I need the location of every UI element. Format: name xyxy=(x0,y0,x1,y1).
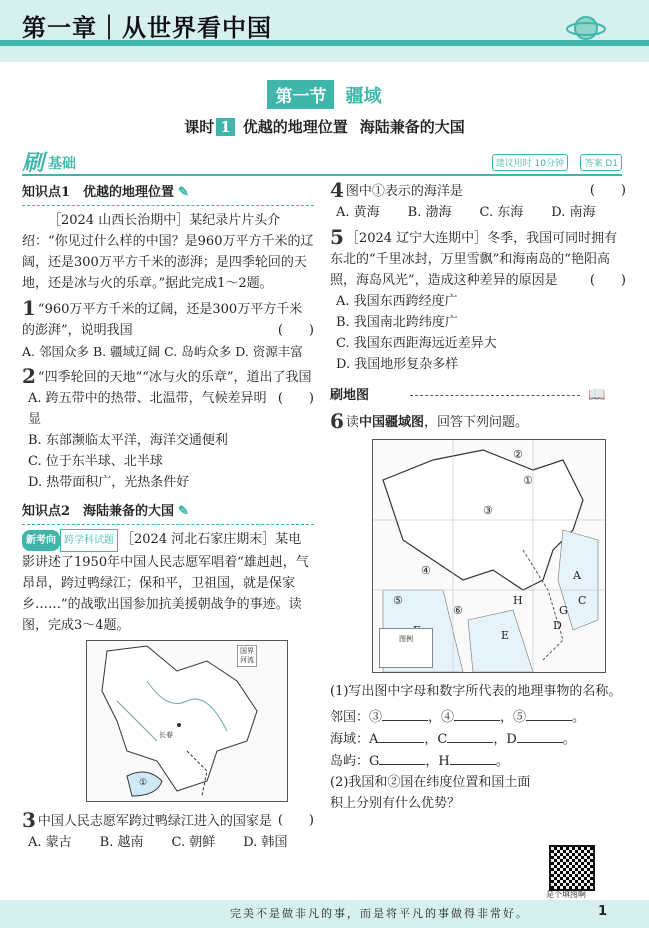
check-pen-icon: ✎ xyxy=(178,504,189,519)
option[interactable]: A. 邻国众多 xyxy=(22,344,89,359)
option[interactable]: C. 岛屿众多 xyxy=(164,344,232,359)
map-mark-1: ① xyxy=(523,474,533,487)
option[interactable]: A. 跨五带中的热带、北温带，气候差异明显 xyxy=(28,391,267,427)
map-legend xyxy=(379,628,433,668)
cross-subject-tag: 跨学科试题 xyxy=(60,529,118,552)
lesson-title: 优越的地理位置 xyxy=(242,118,348,136)
blank-label: 海域：A xyxy=(330,732,379,747)
map-mark-6: ⑥ xyxy=(453,604,463,617)
option[interactable]: D. 热带面积广，光热条件好 xyxy=(28,475,190,490)
answer-blank[interactable] xyxy=(378,728,424,743)
question-2 xyxy=(22,364,314,406)
question-number: 1 xyxy=(22,296,36,320)
legend-title: 图例 xyxy=(399,635,413,643)
blank-label: ，D xyxy=(493,732,517,747)
map-mark-h: H xyxy=(513,594,523,607)
map-mark-5: ⑤ xyxy=(393,594,403,607)
blank-label: 。 xyxy=(562,732,576,747)
question-1 xyxy=(22,298,314,341)
question-stem: ［2024 辽宁大连期中］冬季，我国可同时拥有东北的“千里冰封，万里雪飘”和海南岛的“艳阳高照，海岛风光”，造成这种差异的原因是 xyxy=(330,231,618,288)
map-mark-2: ② xyxy=(513,448,523,461)
check-pen-icon: ✎ xyxy=(178,185,189,200)
suggested-time: 建议用时 10分钟 xyxy=(492,154,568,171)
option[interactable]: C. 东海 xyxy=(479,205,524,220)
option[interactable]: A. 黄海 xyxy=(336,205,380,220)
draw-map-bar xyxy=(330,385,626,405)
book-icon: 📖 xyxy=(588,387,606,403)
blank-label: ，⑤ xyxy=(500,710,527,725)
answer-paren[interactable]: ( ) xyxy=(277,391,314,406)
answer-paren[interactable]: ( ) xyxy=(589,183,626,198)
map-mark-4: ④ xyxy=(421,564,431,577)
answer-blank[interactable] xyxy=(454,706,500,721)
kp1-title: 知识点1 优越的地理位置 xyxy=(22,185,175,200)
qr-label: 是个填图啊 xyxy=(546,890,586,899)
map-mark-d: D xyxy=(553,619,562,632)
question-6 xyxy=(330,411,626,433)
answer-blank[interactable] xyxy=(382,706,428,721)
kp2-intro-block xyxy=(22,529,314,636)
map-mark-1: ① xyxy=(139,778,148,788)
kp2-intro: ［2024 河北石家庄期末］某电影讲述了1950年中国人民志愿军唱着“雄赳赳，气昂昂，跨过鸭绿江；保和平，卫祖国，就是保家乡……”的战歌出国参加抗美援朝战争的事迹。读图，完成3～4题。 xyxy=(22,532,309,633)
blank-label: ，④ xyxy=(428,710,455,725)
blank-label: 。 xyxy=(495,754,509,769)
answer-paren[interactable]: ( ) xyxy=(589,273,626,288)
blank-label: 岛屿：G xyxy=(330,754,380,769)
option[interactable]: C. 我国东西距海远近差异大 xyxy=(336,336,497,351)
planet-icon xyxy=(566,8,606,48)
map-mark-g: G xyxy=(559,604,568,617)
china-territory-map xyxy=(372,439,606,673)
q4-options xyxy=(330,202,626,223)
section-heading xyxy=(0,80,649,109)
right-column xyxy=(330,180,626,814)
northeast-map xyxy=(86,640,288,802)
lesson-subtitle: 海陆兼备的大国 xyxy=(359,118,465,136)
option[interactable]: A. 蒙古 xyxy=(28,835,72,850)
q6-islands-row xyxy=(330,750,626,772)
answer-blank[interactable] xyxy=(450,750,496,765)
option[interactable]: B. 越南 xyxy=(99,835,144,850)
footer-motto: 完美不是做非凡的事，而是将平凡的事做得非常好。 xyxy=(230,907,529,920)
legend-river: 河流 xyxy=(240,656,254,664)
answer-blank[interactable] xyxy=(517,728,563,743)
answer-paren[interactable]: ( ) xyxy=(277,813,314,828)
question-5 xyxy=(330,227,626,291)
basics-bar xyxy=(22,146,622,176)
question-number: 6 xyxy=(330,409,344,433)
lesson-number: 1 xyxy=(216,118,234,136)
kp2-title: 知识点2 海陆兼备的大国 xyxy=(22,504,175,519)
legend-border: 国界 xyxy=(240,647,254,655)
question-number: 3 xyxy=(22,808,36,832)
option[interactable]: B. 渤海 xyxy=(407,205,452,220)
question-number: 4 xyxy=(330,178,344,202)
question-stem-a: 读 xyxy=(345,415,359,430)
blank-label: ，H xyxy=(425,754,450,769)
option[interactable]: B. 我国南北跨纬度广 xyxy=(336,315,458,330)
brush-icon: 刷 xyxy=(22,151,45,176)
map-mark-a: A xyxy=(573,569,581,582)
draw-map-label: 刷地图 xyxy=(330,388,370,403)
question-stem: “四季轮回的天地”“冰与火的乐章”，道出了我国 xyxy=(37,370,312,385)
qr-code[interactable] xyxy=(549,845,595,891)
basics-label: 基础 xyxy=(48,156,76,172)
answer-blank[interactable] xyxy=(379,750,425,765)
lesson-label: 课时 xyxy=(184,118,215,136)
question-4 xyxy=(330,180,626,202)
question-stem-c: ，回答下列问题。 xyxy=(423,415,528,430)
header-band xyxy=(0,0,649,62)
map-mark-c: C xyxy=(578,594,587,607)
question-stem-b: 中国疆域图 xyxy=(358,415,424,430)
map-legend xyxy=(237,645,257,667)
knowledge-point-2 xyxy=(22,501,314,525)
left-column xyxy=(22,182,314,853)
answer-blank[interactable] xyxy=(526,706,572,721)
option[interactable]: D. 我国地形复杂多样 xyxy=(336,357,459,372)
blank-label: 邻国：③ xyxy=(330,710,383,725)
section-badge: 第一节 xyxy=(267,80,334,109)
option[interactable]: D. 资源丰富 xyxy=(235,344,303,359)
q1-options xyxy=(22,341,314,362)
blank-label: ，C xyxy=(424,732,448,747)
option[interactable]: A. 我国东西跨经度广 xyxy=(336,294,458,309)
divider xyxy=(410,395,580,396)
answer-paren[interactable]: ( ) xyxy=(277,323,314,338)
question-number: 5 xyxy=(330,225,344,249)
option[interactable]: D. 韩国 xyxy=(243,835,288,850)
option[interactable]: B. 东部濒临太平洋，海洋交通便利 xyxy=(28,433,228,448)
q3-options xyxy=(22,832,314,853)
footer xyxy=(0,900,649,928)
lesson-heading xyxy=(0,116,649,137)
new-direction-tag: 新考向 xyxy=(22,530,60,551)
question-stem: 图中①表示的海洋是 xyxy=(345,184,463,199)
chapter-title: 第一章｜从世界看中国 xyxy=(22,14,272,42)
q6-sub2: (2)我国和②国在纬度位置和国土面积上分别有什么优势？ xyxy=(330,775,531,811)
map-mark-e: E xyxy=(501,629,510,642)
map-label-changchun: 长春 xyxy=(159,731,173,739)
option[interactable]: C. 位于东半球、北半球 xyxy=(28,454,163,469)
question-stem: 中国人民志愿军跨过鸭绿江进入的国家是 xyxy=(37,814,272,829)
answer-blank[interactable] xyxy=(447,728,493,743)
map-mark-3: ③ xyxy=(483,504,493,517)
knowledge-point-1 xyxy=(22,182,314,206)
option[interactable]: B. 疆域辽阔 xyxy=(92,344,161,359)
question-number: 2 xyxy=(22,364,36,388)
q6-neighbors-row xyxy=(330,706,626,728)
answer-ref: 答案 D1 xyxy=(580,154,622,171)
page-number: 1 xyxy=(598,904,608,919)
option[interactable]: C. 朝鲜 xyxy=(171,835,216,850)
northeast-map-drawing xyxy=(87,641,287,801)
kp1-intro: ［2024 山西长治期中］某纪录片片头介绍：“你见过什么样的中国？是960万平方千米的辽阔，还是300万平方千米的澎湃；是四季轮回的天地，还是冰与火的乐章。”据此完成1～2题。 xyxy=(22,213,314,291)
section-name: 疆域 xyxy=(345,86,382,107)
q6-seas-row xyxy=(330,728,626,750)
question-3 xyxy=(22,810,314,832)
question-stem: “960万平方千米的辽阔，还是300万平方千米的澎湃”，说明我国 xyxy=(22,302,303,338)
blank-label: 。 xyxy=(572,710,586,725)
option[interactable]: D. 南海 xyxy=(551,205,596,220)
q6-sub1: (1)写出图中字母和数字所代表的地理事物的名称。 xyxy=(330,684,622,699)
